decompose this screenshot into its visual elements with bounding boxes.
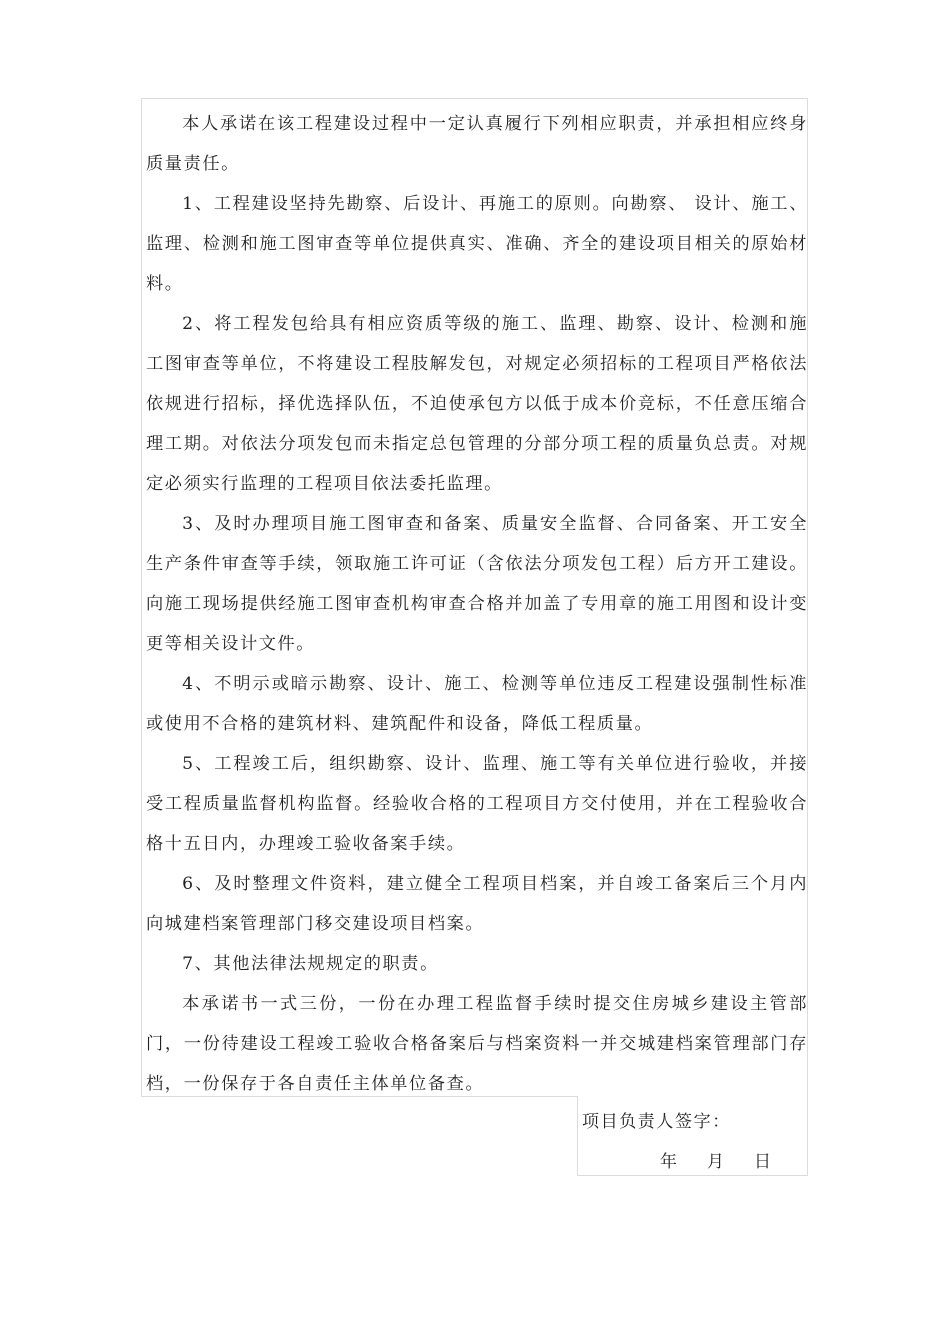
clause-5: 5、工程竣工后，组织勘察、设计、监理、施工等有关单位进行验收，并接受工程质量监督机构监督。经验收合格的工程项目方交付使用，并在工程验收合格十五日内，办理竣工验收备案手续。 [146,754,808,854]
date-day: 日 [754,1152,771,1172]
clause-4: 4、不明示或暗示勘察、设计、施工、检测等单位违反工程建设强制性标准或使用不合格的建筑材料、建筑配件和设备，降低工程质量。 [146,674,808,734]
clause-3: 3、及时办理项目施工图审查和备案、质量安全监督、合同备案、开工安全生产条件审查等手续，领取施工许可证（含依法分项发包工程）后方开工建设。向施工现场提供经施工图审查机构审查合格并加盖了专用章的施工用图和设计变更等相关设计文件。 [146,514,808,654]
date-year: 年 [660,1152,677,1172]
date-month: 月 [707,1152,724,1172]
clause-2: 2、将工程发包给具有相应资质等级的施工、监理、勘察、设计、检测和施工图审查等单位，不将建设工程肢解发包，对规定必须招标的工程项目严格依法依规进行招标，择优选择队伍，不迫使承包方以低于成本价竞标，不任意压缩合理工期。对依法分项发包而未指定总包管理的分部分项工程的质量负总责。对规定必须实行监理的工程项目依法委托监理。 [146,314,808,494]
copies-paragraph: 本承诺书一式三份，一份在办理工程监督手续时提交住房城乡建设主管部门，一份待建设工程竣工验收合格备案后与档案资料一并交城建档案管理部门存档，一份保存于各自责任主体单位备查。 [146,994,808,1094]
signature-label: 项目负责人签字： [582,1112,731,1132]
intro-paragraph: 本人承诺在该工程建设过程中一定认真履行下列相应职责，并承担相应终身质量责任。 [146,114,808,174]
clause-7: 7、其他法律法规规定的职责。 [182,954,439,974]
clause-1: 1、工程建设坚持先勘察、后设计、再施工的原则。向勘察、 设计、施工、监理、检测和施工图审查等单位提供真实、准确、齐全的建设项目相关的原始材料。 [146,194,808,294]
commitment-text [146,104,808,1104]
clause-6: 6、及时整理文件资料，建立健全工程项目档案，并自竣工备案后三个月内向城建档案管理部门移交建设项目档案。 [146,874,808,934]
date-line [660,1142,771,1182]
